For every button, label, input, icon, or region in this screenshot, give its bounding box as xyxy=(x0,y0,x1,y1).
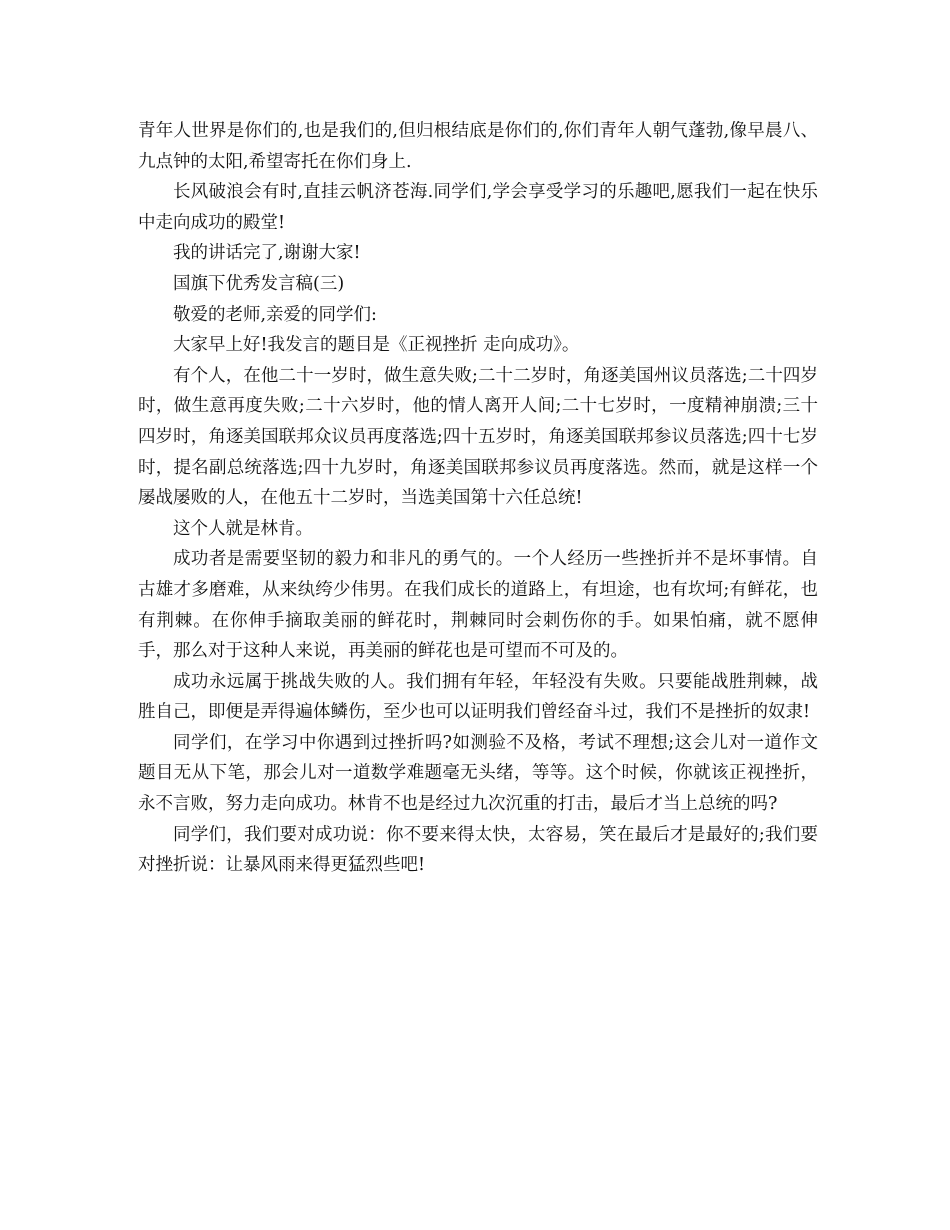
paragraph: 成功永远属于挑战失败的人。我们拥有年轻，年轻没有失败。只要能战胜荆棘，战胜自己，即便是弄得遍体鳞伤，至少也可以证明我们曾经奋斗过，我们不是挫折的奴隶! xyxy=(138,671,818,723)
paragraph: 成功者是需要坚韧的毅力和非凡的勇气的。一个人经历一些挫折并不是坏事情。自古雄才多磨难，从来纨绔少伟男。在我们成长的道路上，有坦途，也有坎坷;有鲜花，也有荆棘。在你伸手摘取美丽的鲜花时，荆棘同时会刺伤你的手。如果怕痛，就不愿伸手，那么对于这种人来说，再美丽的鲜花也是可望而不可及的。 xyxy=(138,549,818,662)
paragraph: 长风破浪会有时,直挂云帆济苍海.同学们,学会享受学习的乐趣吧,愿我们一起在快乐中走向成功的殿堂! xyxy=(138,182,818,233)
paragraph: 大家早上好!我发言的题目是《正视挫折 走向成功》。 xyxy=(173,335,580,356)
paragraph: 同学们，我们要对成功说：你不要来得太快，太容易，笑在最后才是最好的;我们要对挫折说：让暴风雨来得更猛烈些吧! xyxy=(138,824,818,876)
paragraph: 这个人就是林肯。 xyxy=(173,518,313,539)
salutation: 敬爱的老师,亲爱的同学们: xyxy=(173,304,377,325)
paragraph: 青年人世界是你们的,也是我们的,但归根结底是你们的,你们青年人朝气蓬勃,像早晨八、九点钟的太阳,希望寄托在你们身上. xyxy=(138,121,818,172)
document-body xyxy=(138,116,818,881)
section-heading: 国旗下优秀发言稿(三) xyxy=(173,273,345,294)
paragraph: 同学们，在学习中你遇到过挫折吗?如测验不及格，考试不理想;这会儿对一道作文题目无从下笔，那会儿对一道数学难题毫无头绪，等等。这个时候，你就该正视挫折，永不言败，努力走向成功。林肯不也是经过九次沉重的打击，最后才当上总统的吗? xyxy=(138,732,818,815)
paragraph: 有个人，在他二十一岁时，做生意失败;二十二岁时，角逐美国州议员落选;二十四岁时，做生意再度失败;二十六岁时，他的情人离开人间;二十七岁时，一度精神崩溃;三十四岁时，角逐美国联邦众议员再度落选;四十五岁时，角逐美国联邦参议员落选;四十七岁时，提名副总统落选;四十九岁时，角逐美国联邦参议员再度落选。然而，就是这样一个屡战屡败的人，在他五十二岁时，当选美国第十六任总统! xyxy=(138,365,818,509)
paragraph: 我的讲话完了,谢谢大家! xyxy=(173,243,361,264)
